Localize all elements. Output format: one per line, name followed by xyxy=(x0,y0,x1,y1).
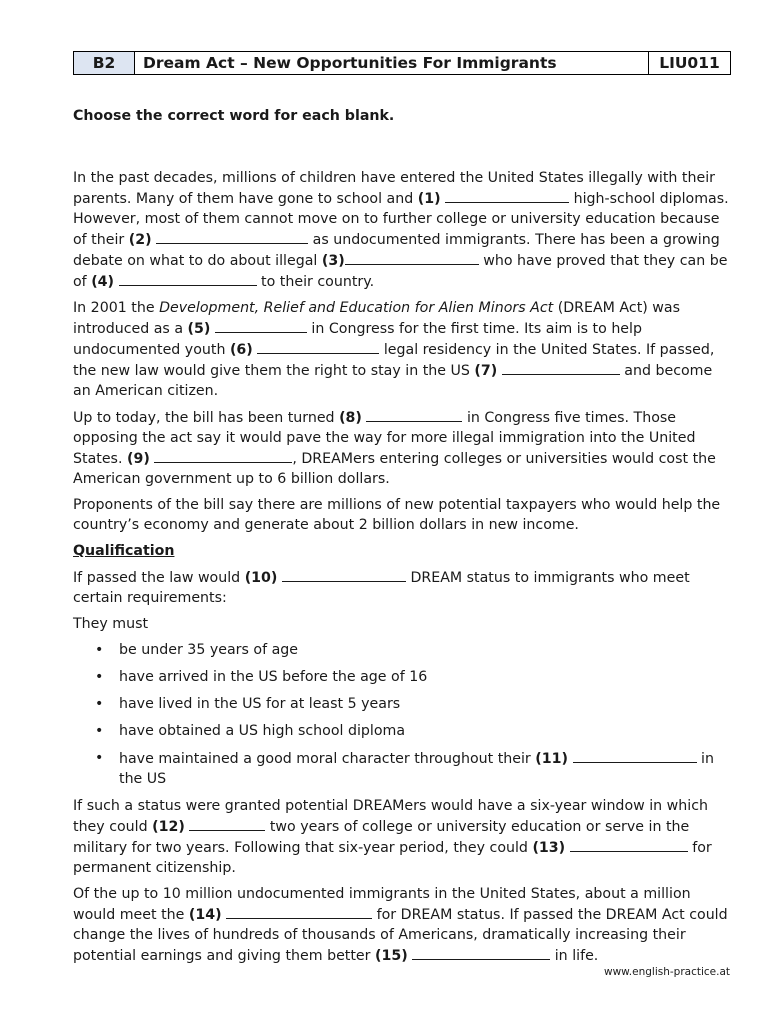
list-item: • have arrived in the US before the age of 16 xyxy=(119,667,733,687)
blank-10[interactable] xyxy=(282,567,406,582)
text: in life. xyxy=(550,948,599,964)
qualification-heading: Qualification xyxy=(73,543,175,559)
worksheet-header xyxy=(73,51,731,75)
paragraph-2 xyxy=(73,298,733,401)
blank-9[interactable] xyxy=(154,448,292,463)
text: legal residency in the United States. If passed, the new law would give them the right to stay in the US xyxy=(73,342,715,379)
requirements-list xyxy=(73,640,733,789)
blank-15[interactable] xyxy=(412,945,550,960)
act-name: Development, Relief and Education for Alien Minors Act xyxy=(159,300,554,316)
blank-5[interactable] xyxy=(215,318,307,333)
blank-11[interactable] xyxy=(573,748,697,763)
paragraph-4: Proponents of the bill say there are millions of new potential taxpayers who would help the country’s economy and generate about 2 billion dollars in new income. xyxy=(73,497,721,533)
blank-number: (11) xyxy=(535,751,568,767)
blank-number: (14) xyxy=(188,907,222,923)
text: have maintained a good moral character throughout their xyxy=(119,751,536,767)
blank-12[interactable] xyxy=(189,816,265,831)
blank-3[interactable] xyxy=(345,250,479,265)
blank-number: (8) xyxy=(339,410,362,426)
blank-number: (5) xyxy=(187,321,211,337)
they-must: They must xyxy=(73,616,149,632)
blank-6[interactable] xyxy=(257,339,379,354)
text: If such a status were granted potential DREAMers would have a six-year window in which they could xyxy=(73,798,709,835)
blank-number: (1) xyxy=(417,191,441,207)
blank-number: (13) xyxy=(532,840,566,856)
text: In 2001 the xyxy=(73,300,160,316)
blank-number: (7) xyxy=(474,363,498,379)
text: Of the up to 10 million undocumented immigrants in the United States, about a million would meet the xyxy=(73,886,691,923)
text: in Congress five times. Those opposing the act say it would pave the way for more illegal immigration into the United States. xyxy=(73,410,696,467)
text: as undocumented immigrants. There has been a growing debate on what to do about illegal xyxy=(73,232,720,269)
blank-2[interactable] xyxy=(156,229,308,244)
text: , DREAMers entering colleges or universities would cost the American government up to 6 billion dollars. xyxy=(73,451,716,487)
paragraph-1 xyxy=(73,168,733,292)
worksheet-title: Dream Act – New Opportunities For Immigrants xyxy=(135,52,649,74)
worksheet-code: LIU011 xyxy=(659,54,720,72)
list-item: • have obtained a US high school diploma xyxy=(119,721,733,741)
blank-number: (2) xyxy=(128,232,152,248)
blank-1[interactable] xyxy=(445,188,569,203)
text: Up to today, the bill has been turned xyxy=(73,410,340,426)
text: who have proved that they can be of xyxy=(73,253,728,290)
text: DREAM status to immigrants who meet certain requirements: xyxy=(73,570,690,606)
instruction: Choose the correct word for each blank. xyxy=(73,108,395,124)
level-badge: B2 xyxy=(74,52,135,74)
blank-number: (6) xyxy=(229,342,253,358)
text: in Congress for the first time. Its aim is to help undocumented youth xyxy=(73,321,642,358)
text: and become an American citizen. xyxy=(73,363,713,399)
text: in the US xyxy=(119,751,714,787)
text: for permanent citizenship. xyxy=(73,840,712,876)
paragraph-6 xyxy=(73,796,733,878)
text: to their country. xyxy=(256,274,375,290)
footer-url: www.english-practice.at xyxy=(603,966,730,978)
blank-number: (4) xyxy=(91,274,115,290)
text: for DREAM status. If passed the DREAM Act could change the lives of hundreds of thousands of Americans, dramatically increasing their potential earnings and giving them better xyxy=(73,907,728,964)
text: high-school diplomas. However, most of them cannot move on to further college or university education because of their xyxy=(73,191,729,248)
blank-8[interactable] xyxy=(366,407,462,422)
paragraph-5 xyxy=(73,567,733,608)
blank-13[interactable] xyxy=(570,837,688,852)
blank-number: (9) xyxy=(126,451,150,467)
list-item xyxy=(119,748,733,789)
blank-14[interactable] xyxy=(226,904,372,919)
blank-number: (12) xyxy=(152,819,185,835)
text: If passed the law would xyxy=(73,570,245,586)
text: (DREAM Act) was introduced as a xyxy=(73,300,680,337)
blank-4[interactable] xyxy=(119,271,257,286)
blank-number: (10) xyxy=(244,570,278,586)
text: In the past decades, millions of children have entered the United States illegally with their parents. Many of them have gone to school and xyxy=(73,170,715,207)
paragraph-3 xyxy=(73,407,733,489)
worksheet-body xyxy=(73,106,733,972)
blank-number: (3) xyxy=(321,253,345,269)
list-item: • have lived in the US for at least 5 years xyxy=(119,694,733,714)
text: two years of college or university education or serve in the military for two years. Following that six-year period, they could xyxy=(73,819,690,856)
paragraph-7 xyxy=(73,884,733,966)
blank-7[interactable] xyxy=(502,360,620,375)
list-item: • be under 35 years of age xyxy=(119,640,733,660)
blank-number: (15) xyxy=(375,948,408,964)
